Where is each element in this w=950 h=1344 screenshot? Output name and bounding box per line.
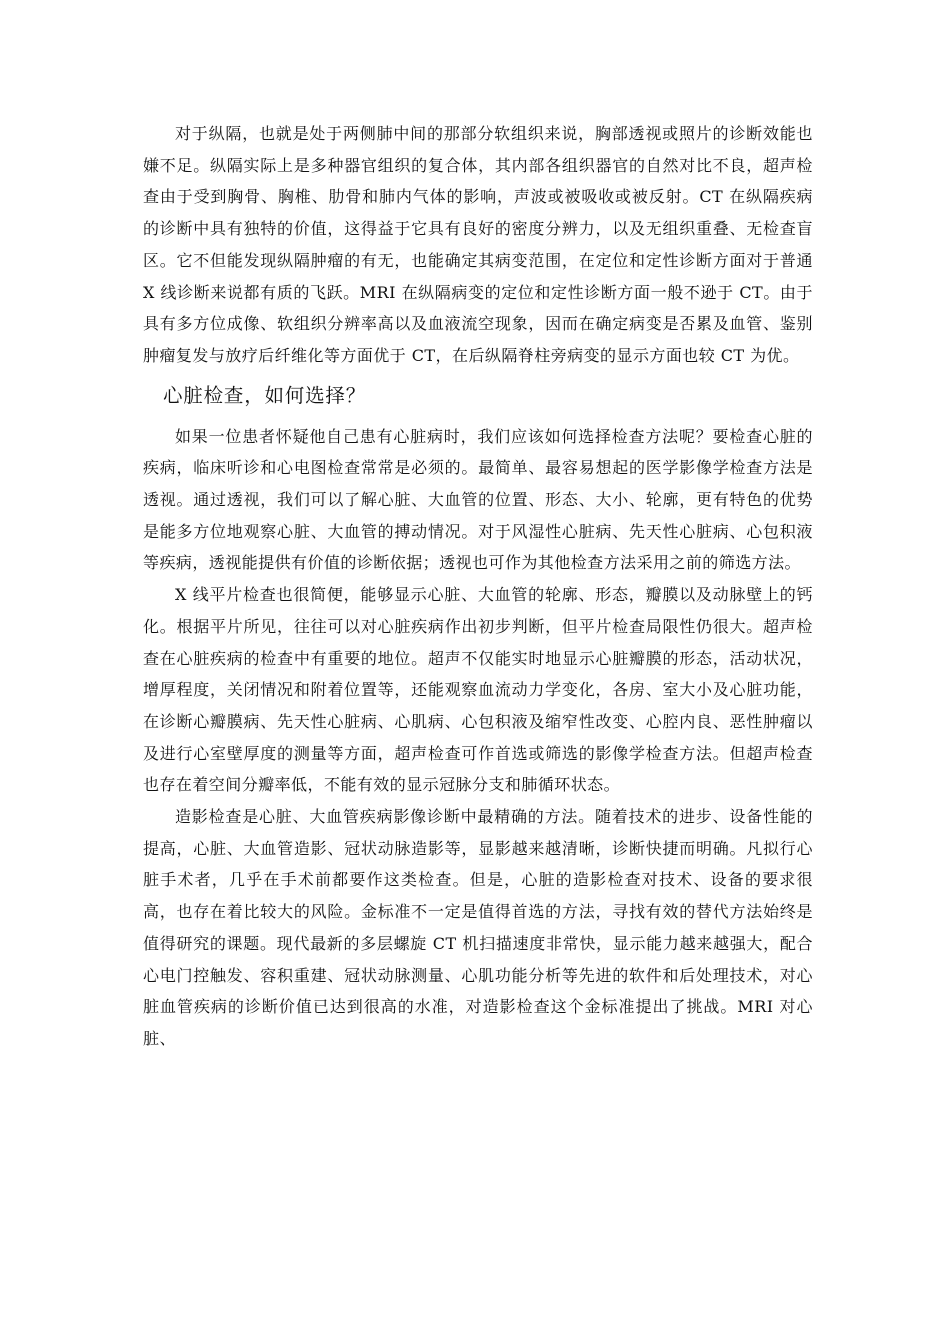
paragraph-mediastinum: 对于纵隔，也就是处于两侧肺中间的那部分软组织来说，胸部透视或照片的诊断效能也嫌不足。纵隔实际上是多种器官组织的复合体，其内部各组织器官的自然对比不良，超声检查由于受到胸骨、胸椎、肋骨和肺内气体的影响，声波或被吸收或被反射。CT 在纵隔疾病的诊断中具有独特的价值，这得益于它具有良好的密度分辨力，以及无组织重叠、无检查盲区。它不但能发现纵隔肿瘤的有无，也能确定其病变范围，在定位和定性诊断方面对于普通 X 线诊断来说都有质的飞跃。MRI 在纵隔病变的定位和定性诊断方面一般不逊于 CT。由于具有多方位成像、软组织分辨率高以及血液流空现象，因而在确定病变是否累及血管、鉴别肿瘤复发与放疗后纤维化等方面优于 CT，在后纵隔脊柱旁病变的显示方面也较 CT 为优。 xyxy=(143,124,813,365)
paragraph-angiography-ct: 造影检查是心脏、大血管疾病影像诊断中最精确的方法。随着技术的进步、设备性能的提高，心脏、大血管造影、冠状动脉造影等，显影越来越清晰，诊断快捷而明确。凡拟行心脏手术者，几乎在手术前都要作这类检查。但是，心脏的造影检查对技术、设备的要求很高，也存在着比较大的风险。金标准不一定是值得首选的方法，寻找有效的替代方法始终是值得研究的课题。现代最新的多层螺旋 CT 机扫描速度非常快，显示能力越来越强大，配合心电门控触发、容积重建、冠状动脉测量、心肌功能分析等先进的软件和后处理技术，对心脏血管疾病的诊断价值已达到很高的水准，对造影检查这个金标准提出了挑战。MRI 对心脏、 xyxy=(143,807,813,1048)
section-heading-heart-exam: 心脏检查，如何选择？ xyxy=(163,383,367,407)
paragraph-xray-ultrasound: X 线平片检查也很简便，能够显示心脏、大血管的轮廓、形态，瓣膜以及动脉壁上的钙化。根据平片所见，往往可以对心脏疾病作出初步判断，但平片检查局限性仍很大。超声检查在心脏疾病的检查中有重要的地位。超声不仅能实时地显示心脏瓣膜的形态，活动状况，增厚程度，关闭情况和附着位置等，还能观察血流动力学变化，各房、室大小及心脏功能，在诊断心瓣膜病、先天性心脏病、心肌病、心包积液及缩窄性改变、心腔内良、恶性肿瘤以及进行心室壁厚度的测量等方面，超声检查可作首选或筛选的影像学检查方法。但超声检查也存在着空间分瓣率低，不能有效的显示冠脉分支和肺循环状态。 xyxy=(143,585,813,795)
paragraph-fluoroscopy: 如果一位患者怀疑他自己患有心脏病时，我们应该如何选择检查方法呢？要检查心脏的疾病，临床听诊和心电图检查常常是必须的。最简单、最容易想起的医学影像学检查方法是透视。通过透视，我们可以了解心脏、大血管的位置、形态、大小、轮廓，更有特色的优势是能多方位地观察心脏、大血管的搏动情况。对于风湿性心脏病、先天性心脏病、心包积液等疾病，透视能提供有价值的诊断依据；透视也可作为其他检查方法采用之前的筛选方法。 xyxy=(143,426,813,573)
